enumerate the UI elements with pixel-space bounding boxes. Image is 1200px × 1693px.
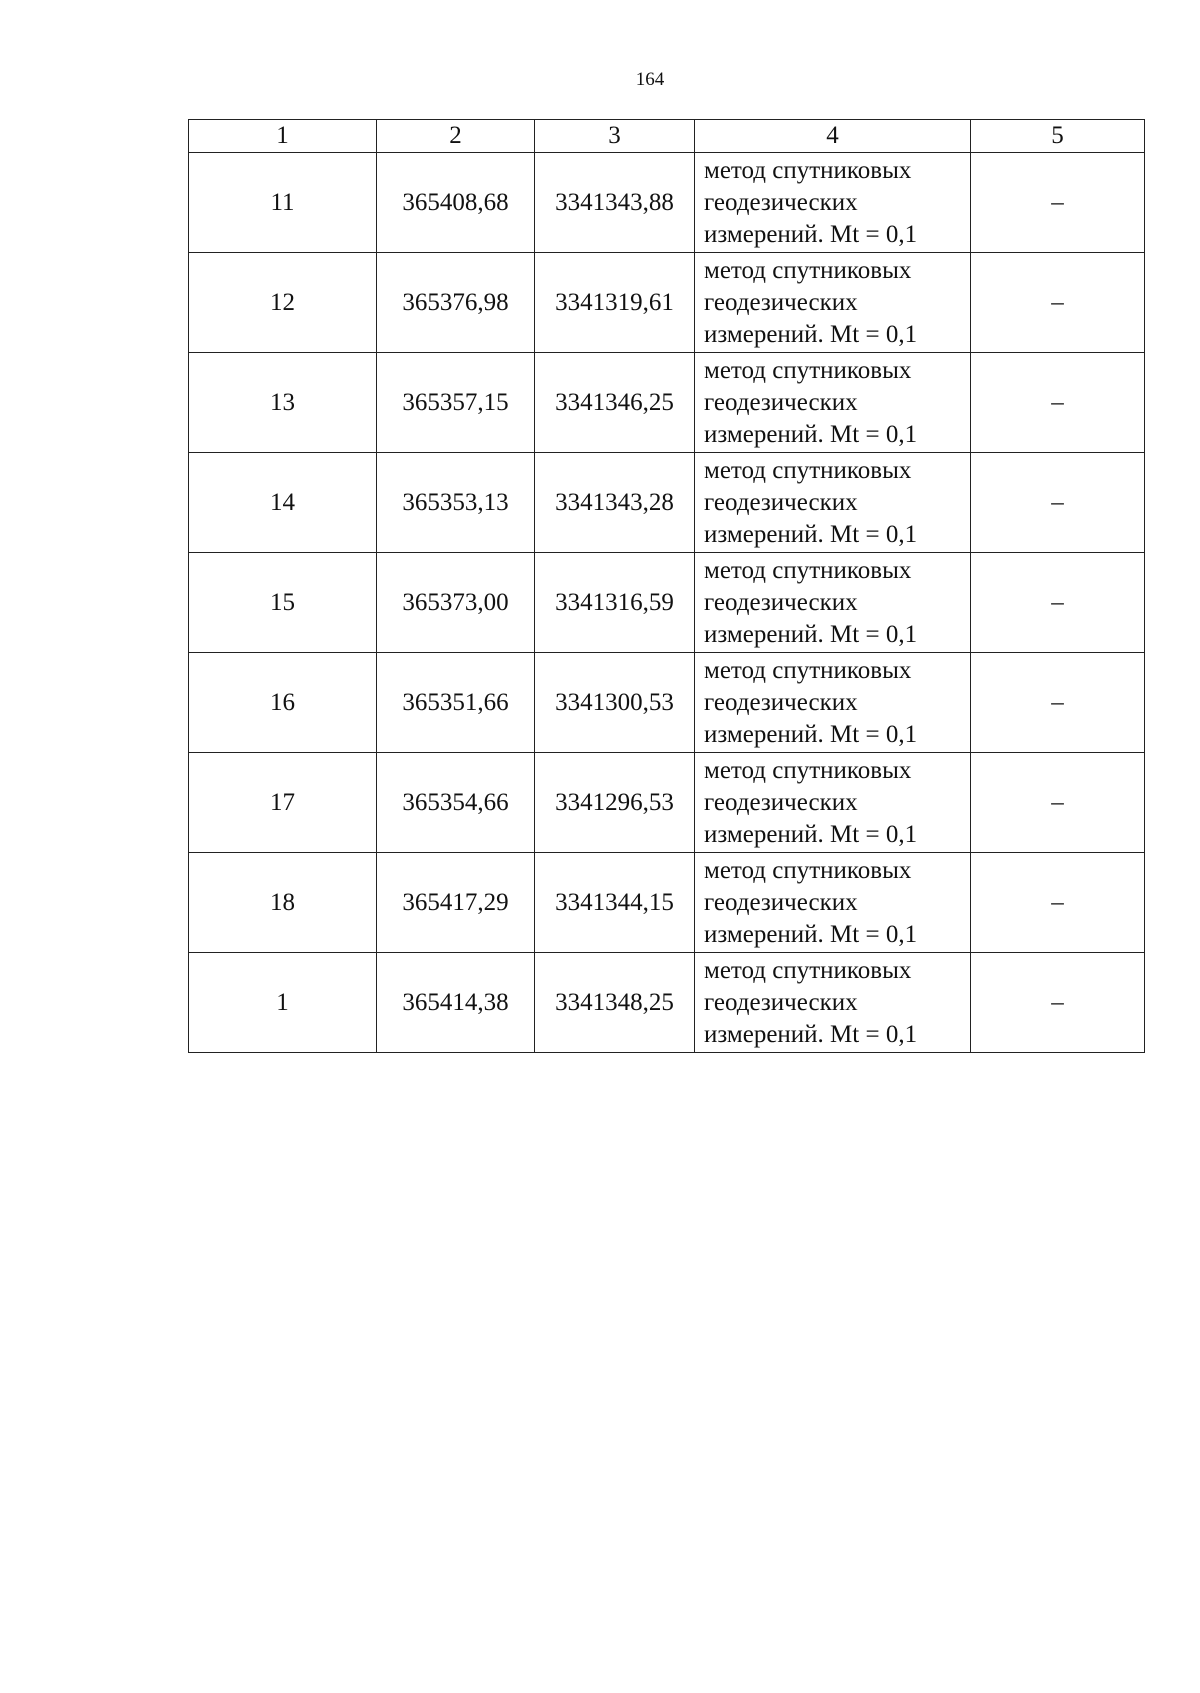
x-coordinate-cell: 365357,15 xyxy=(377,353,535,453)
note-cell: – xyxy=(971,453,1145,553)
table-header-row xyxy=(189,120,1145,153)
method-line: геодезических xyxy=(704,688,858,716)
table-row xyxy=(189,853,1145,953)
header-cell: 4 xyxy=(695,120,971,153)
y-coordinate-cell: 3341348,25 xyxy=(535,953,695,1053)
y-coordinate-cell: 3341316,59 xyxy=(535,553,695,653)
x-coordinate-cell: 365353,13 xyxy=(377,453,535,553)
x-coordinate-cell: 365376,98 xyxy=(377,253,535,353)
x-coordinate-cell: 365354,66 xyxy=(377,753,535,853)
x-coordinate-cell: 365373,00 xyxy=(377,553,535,653)
point-number-cell: 13 xyxy=(189,353,377,453)
note-cell: – xyxy=(971,353,1145,453)
point-number-cell: 14 xyxy=(189,453,377,553)
method-line: метод спутниковых xyxy=(704,956,912,984)
method-line: измерений. Mt = 0,1 xyxy=(704,420,918,448)
note-cell: – xyxy=(971,553,1145,653)
table-row xyxy=(189,153,1145,253)
method-line: метод спутниковых xyxy=(704,156,912,184)
method-line: геодезических xyxy=(704,888,858,916)
header-cell: 1 xyxy=(189,120,377,153)
point-number-cell: 17 xyxy=(189,753,377,853)
method-cell xyxy=(695,653,971,753)
y-coordinate-cell: 3341343,88 xyxy=(535,153,695,253)
method-line: геодезических xyxy=(704,588,858,616)
note-cell: – xyxy=(971,953,1145,1053)
method-line: геодезических xyxy=(704,788,858,816)
method-line: метод спутниковых xyxy=(704,556,912,584)
method-line: измерений. Mt = 0,1 xyxy=(704,720,918,748)
table-row xyxy=(189,953,1145,1053)
method-line: измерений. Mt = 0,1 xyxy=(704,220,918,248)
method-cell xyxy=(695,353,971,453)
method-line: геодезических xyxy=(704,388,858,416)
table-row xyxy=(189,453,1145,553)
y-coordinate-cell: 3341296,53 xyxy=(535,753,695,853)
table-row xyxy=(189,553,1145,653)
method-line: метод спутниковых xyxy=(704,856,912,884)
method-line: геодезических xyxy=(704,488,858,516)
point-number-cell: 16 xyxy=(189,653,377,753)
method-cell xyxy=(695,953,971,1053)
x-coordinate-cell: 365351,66 xyxy=(377,653,535,753)
y-coordinate-cell: 3341343,28 xyxy=(535,453,695,553)
method-cell xyxy=(695,553,971,653)
note-cell: – xyxy=(971,253,1145,353)
header-cell: 2 xyxy=(377,120,535,153)
note-cell: – xyxy=(971,153,1145,253)
method-cell xyxy=(695,253,971,353)
point-number-cell: 11 xyxy=(189,153,377,253)
point-number-cell: 18 xyxy=(189,853,377,953)
method-cell xyxy=(695,853,971,953)
method-line: метод спутниковых xyxy=(704,456,912,484)
y-coordinate-cell: 3341319,61 xyxy=(535,253,695,353)
y-coordinate-cell: 3341300,53 xyxy=(535,653,695,753)
method-line: метод спутниковых xyxy=(704,756,912,784)
method-line: измерений. Mt = 0,1 xyxy=(704,520,918,548)
point-number-cell: 15 xyxy=(189,553,377,653)
method-line: измерений. Mt = 0,1 xyxy=(704,820,918,848)
method-line: геодезических xyxy=(704,288,858,316)
page-number: 164 xyxy=(635,69,665,90)
note-cell: – xyxy=(971,653,1145,753)
point-number-cell: 12 xyxy=(189,253,377,353)
header-cell: 5 xyxy=(971,120,1145,153)
point-number-cell: 1 xyxy=(189,953,377,1053)
method-line: геодезических xyxy=(704,188,858,216)
note-cell: – xyxy=(971,753,1145,853)
x-coordinate-cell: 365408,68 xyxy=(377,153,535,253)
method-line: измерений. Mt = 0,1 xyxy=(704,1020,918,1048)
table-row xyxy=(189,253,1145,353)
method-line: метод спутниковых xyxy=(704,656,912,684)
method-cell xyxy=(695,153,971,253)
x-coordinate-cell: 365417,29 xyxy=(377,853,535,953)
method-line: измерений. Mt = 0,1 xyxy=(704,620,918,648)
method-line: геодезических xyxy=(704,988,858,1016)
y-coordinate-cell: 3341344,15 xyxy=(535,853,695,953)
method-line: измерений. Mt = 0,1 xyxy=(704,920,918,948)
x-coordinate-cell: 365414,38 xyxy=(377,953,535,1053)
coordinates-table xyxy=(188,119,1145,1053)
method-cell xyxy=(695,753,971,853)
table-row xyxy=(189,353,1145,453)
table-row xyxy=(189,753,1145,853)
header-cell: 3 xyxy=(535,120,695,153)
method-line: измерений. Mt = 0,1 xyxy=(704,320,918,348)
method-line: метод спутниковых xyxy=(704,256,912,284)
y-coordinate-cell: 3341346,25 xyxy=(535,353,695,453)
method-line: метод спутниковых xyxy=(704,356,912,384)
note-cell: – xyxy=(971,853,1145,953)
table-row xyxy=(189,653,1145,753)
method-cell xyxy=(695,453,971,553)
